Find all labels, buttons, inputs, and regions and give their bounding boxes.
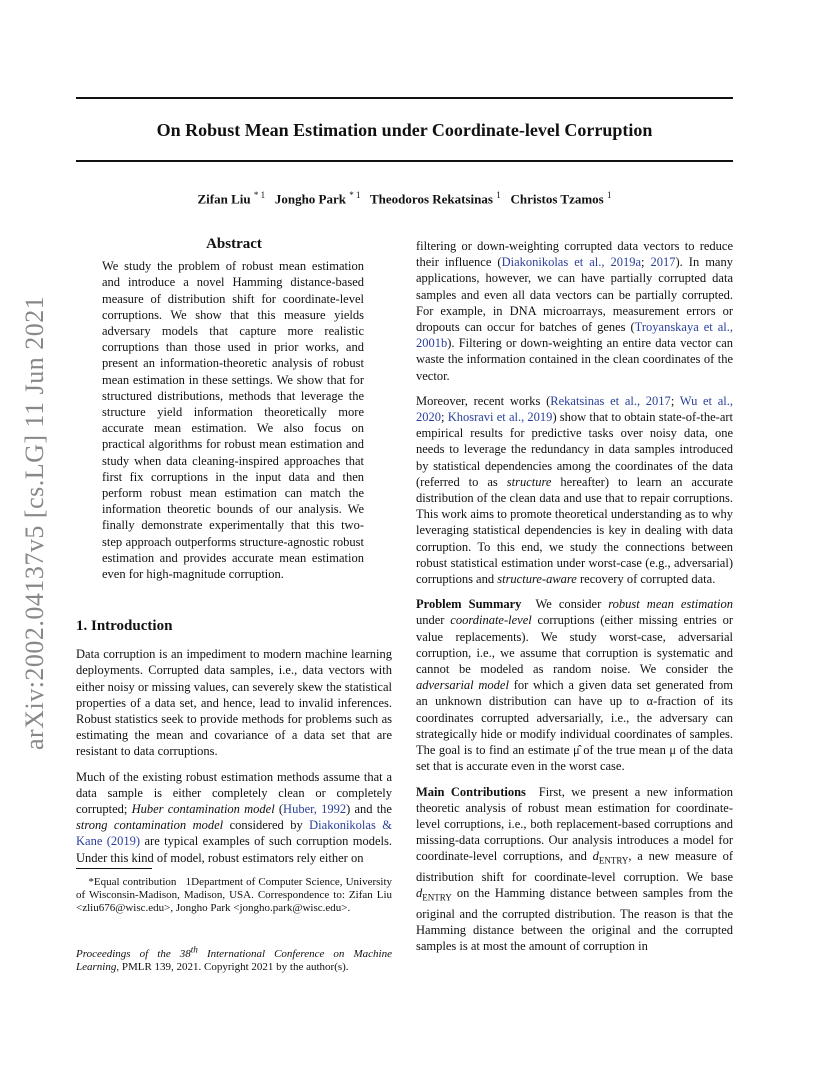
author-mark: * 1 bbox=[253, 190, 266, 200]
top-rule bbox=[76, 97, 733, 99]
author-list bbox=[76, 190, 733, 207]
strong-model-term: strong contamination model bbox=[76, 818, 224, 833]
citation-link[interactable]: 2017 bbox=[650, 255, 676, 270]
arxiv-identifier: arXiv:2002.04137v5 [cs.LG] 11 Jun 2021 bbox=[20, 295, 49, 750]
problem-summary-heading: Problem Summary bbox=[416, 597, 522, 612]
footnote-affiliation: 1Department of Computer Science, University of Wisconsin-Madison, Madison, USA. Correspondence to: Zifan Liu <zliu676@wisc.edu>, Jongho Park <jongho.park@wisc.edu>. bbox=[76, 876, 393, 914]
author-name: Christos Tzamos bbox=[510, 191, 604, 207]
citation-link[interactable]: Rekatsinas et al., 2017 bbox=[550, 393, 671, 408]
author-name: Theodoros Rekatsinas bbox=[370, 191, 493, 207]
huber-model-term: Huber contamination model bbox=[131, 802, 275, 817]
title-bottom-rule bbox=[76, 160, 733, 162]
right-column bbox=[416, 238, 733, 955]
citation-link[interactable]: Wu et al., 2020 bbox=[416, 393, 734, 425]
citation-link[interactable]: Troyanskaya et al., 2001b bbox=[416, 320, 733, 351]
introduction-heading: 1. Introduction bbox=[76, 618, 173, 634]
paper-title: On Robust Mean Estimation under Coordinate-level Corruption bbox=[156, 120, 653, 140]
right-paragraph-2: Moreover, recent works (Rekatsinas et al., 2017; Wu et al., 2020; Khosravi et al., 2019) show that to obtain state-of-the-art empirical results for predictive tasks over noisy data, one needs to leverage the redundancy in data samples introduced by statistical dependencies among the coordinates of the data (referred to as structure hereafter) to learn an accurate distribution of the clean data and use that to repair corruptions. This work aims to promote theoretical understanding as to why leveraging statistical dependencies is key in dealing with data corruption. To this end, we study the connections between robust statistical estimation under worst-case (e.g., adversarial) corruptions and structure-aware recovery of corrupted data. bbox=[416, 393, 734, 587]
introduction-section bbox=[76, 618, 392, 866]
citation-link[interactable]: Huber, 1992 bbox=[283, 802, 347, 817]
citation-link[interactable]: Diakonikolas & Kane (2019) bbox=[76, 818, 392, 849]
intro-paragraph-2: Much of the existing robust estimation methods assume that a data sample is either completely clean or completely corrupted; Huber contamination model (Huber, 1992) and the strong contamination model considered by Diakonikolas & Kane (2019) are typical examples of such corruption models. Under this kind of model, robust estimators rely either on bbox=[76, 769, 393, 865]
author-name: Jongho Park bbox=[274, 191, 346, 207]
abstract-text: We study the problem of robust mean estimation and introduce a novel Hamming distance-based measure of distribution shift for coordinate-level corruptions. We show that this measure yields adversary models that capture more realistic corruptions than those used in prior works, and present an information-theoretic analysis of robust mean estimation in these settings. We show that for structured distributions, methods that leverage the structure yield information theoretically more accurate mean estimation. We also focus on practical algorithms for robust mean estimation and study when data cleaning-inspired approaches that first fix corruptions in the input data and then perform robust mean estimation can match the information theoretic bounds of our analysis. We finally demonstrate experimentally that this two-step approach outperforms structure-agnostic robust estimation and provides accurate mean estimation even for high-magnitude corruption. bbox=[102, 259, 364, 582]
footnote bbox=[76, 876, 392, 915]
main-contributions-heading: Main Contributions bbox=[416, 784, 526, 799]
citation-link[interactable]: Diakonikolas et al., 2019a bbox=[501, 255, 642, 270]
author-mark: 1 bbox=[496, 190, 501, 200]
problem-summary-paragraph: Problem Summary We consider robust mean estimation under coordinate-level corruptions (either missing entries or value replacements). We study worst-case, adversarial corruption, i.e., we assume that corruption is systematic and cannot be modeled as random noise. We consider the adversarial model for which a given data set generated from an unknown distribution can have up to α-fraction of its coordinates corrupted adversarially, i.e., the adversary can strategically hide or modify individual coordinates of samples. The goal is to find an estimate μ̂ of the true mean μ of the data set that is accurate even in the worst case. bbox=[416, 597, 734, 774]
author-mark: * 1 bbox=[349, 190, 361, 200]
left-column bbox=[76, 236, 392, 582]
author-mark: 1 bbox=[607, 190, 612, 200]
main-contributions-paragraph: Main Contributions First, we present a new information theoretic analysis of robust mean estimation for coordinate-level corruptions, i.e., both replacement-based corruptions and missing-data corruptions. Our analysis introduces a model for coordinate-level corruptions, and $d_{ENTRY}$, a new measure of distribution shift for coordinate-level corruption. We base $d_{ENTRY}$ on the Hamming distance between samples from the original and the corrupted distribution. The reason is that the Hamming distance between the original and the corrupted samples is at most the amount of corruption in bbox=[416, 784, 734, 954]
intro-paragraph-1: Data corruption is an impediment to modern machine learning deployments. Corrupted data samples, i.e., data vectors with either noisy or missing values, can severely skew the statistical properties of a data set, and hence, lead to invalid inferences. Robust statistics seek to provide methods for problems such as estimating the mean and covariance of a data set that are resistant to data corruptions. bbox=[76, 647, 392, 759]
abstract-heading: Abstract bbox=[206, 236, 262, 252]
footnote-rule bbox=[76, 868, 152, 869]
author-name: Zifan Liu bbox=[197, 191, 251, 207]
proceedings-note: Proceedings of the 38th International Conference on Machine Learning, PMLR 139, 2021. Copyright 2021 by the author(s). bbox=[76, 944, 392, 974]
citation-link[interactable]: Khosravi et al., 2019 bbox=[447, 410, 553, 425]
right-paragraph-1: filtering or down-weighting corrupted data vectors to reduce their influence (Diakonikolas et al., 2019a; 2017). In many applications, however, we can have partially corrupted data samples and even all data vectors can be partially corrupted. For example, in DNA microarrays, measurement errors or dropouts can occur for batches of genes (Troyanskaya et al., 2001b). Filtering or down-weighting an entire data vector can waste the information contained in the clean coordinates of the vector. bbox=[416, 239, 733, 383]
footnote-equal-contribution: *Equal contribution 1Department of Computer Science, University of Wisconsin-Madison, Madison, USA. Correspondence to: Zifan Liu <zliu676@wisc.edu>, Jongho Park <jongho.park@wisc.edu>. bbox=[76, 876, 393, 914]
